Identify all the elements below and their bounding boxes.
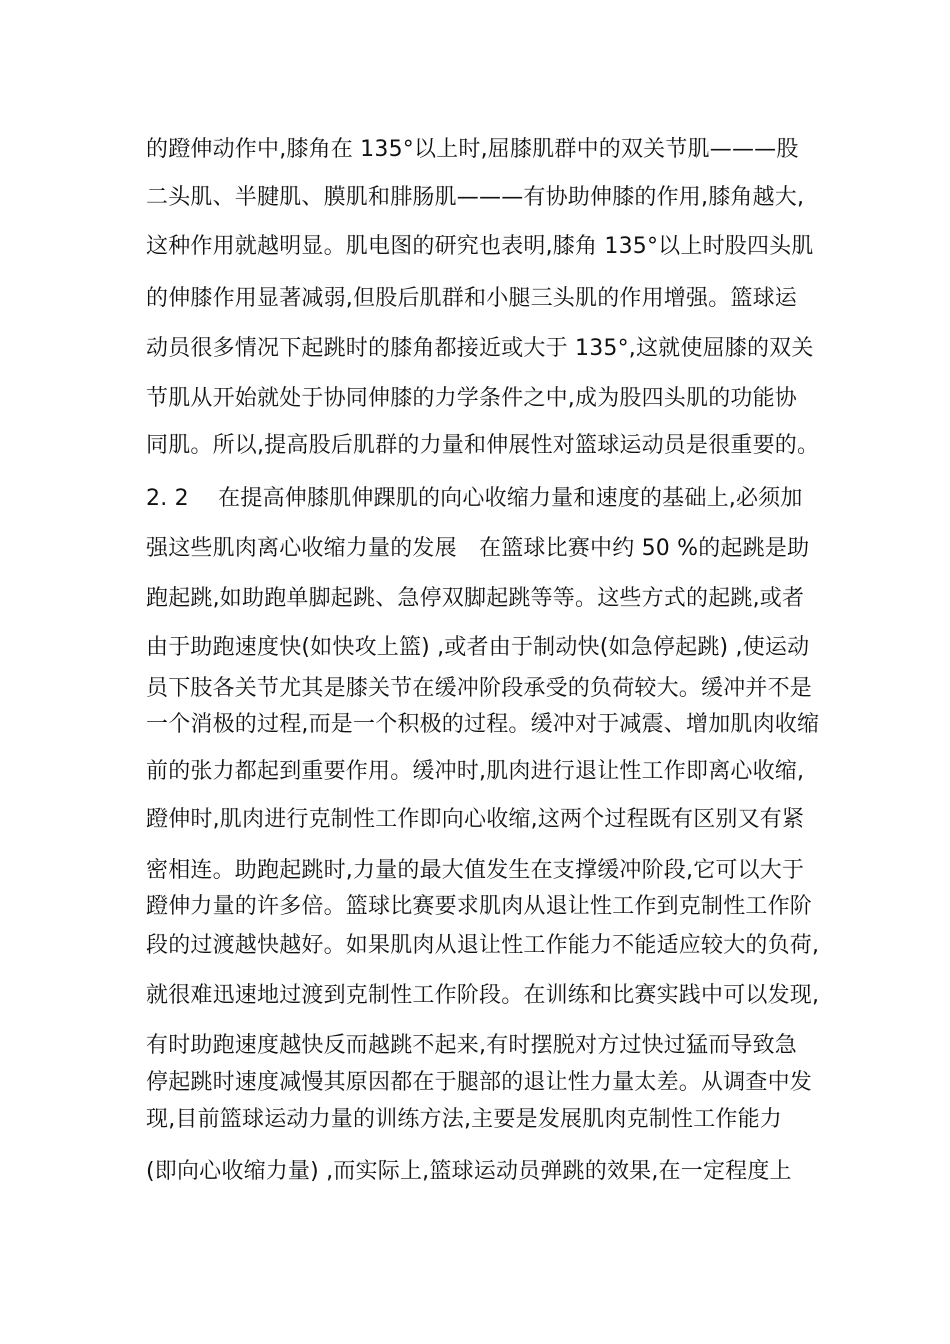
text-line: 节肌从开始就处于协同伸膝的力学条件之中,成为股四头肌的功能协 — [146, 386, 797, 411]
text-line: 有时助跑速度越快反而越跳不起来,有时摆脱对方过快过猛而导致急 — [146, 1033, 797, 1058]
text-line: 同肌。所以,提高股后肌群的力量和伸展性对篮球运动员是很重要的。 — [146, 433, 820, 458]
text-line: 的伸膝作用显著减弱,但股后肌群和小腿三头肌的作用增强。篮球运 — [146, 286, 797, 311]
text-line: 员下肢各关节尤其是膝关节在缓冲阶段承受的负荷较大。缓冲并不是 — [146, 676, 813, 701]
text-line: 现,目前篮球运动力量的训练方法,主要是发展肌肉克制性工作能力 — [146, 1107, 782, 1132]
section-heading-line: 2. 2 在提高伸膝肌伸踝肌的向心收缩力量和速度的基础上,必须加 — [146, 486, 803, 511]
text-line: 的蹬伸动作中,膝角在 135°以上时,屈膝肌群中的双关节肌———股 — [146, 137, 799, 162]
text-line: 由于助跑速度快(如快攻上篮) ,或者由于制动快(如急停起跳) ,使运动 — [146, 635, 810, 660]
text-line: 就很难迅速地过渡到克制性工作阶段。在训练和比赛实践中可以发现, — [146, 983, 820, 1008]
text-line: (即向心收缩力量) ,而实际上,篮球运动员弹跳的效果,在一定程度上 — [146, 1159, 792, 1184]
text-line: 前的张力都起到重要作用。缓冲时,肌肉进行退让性工作即离心收缩, — [146, 759, 805, 784]
text-line: 蹬伸力量的许多倍。篮球比赛要求肌肉从退让性工作到克制性工作阶 — [146, 894, 813, 919]
text-line: 密相连。助跑起跳时,力量的最大值发生在支撑缓冲阶段,它可以大于 — [146, 858, 805, 883]
text-line: 一个消极的过程,而是一个积极的过程。缓冲对于减震、增加肌肉收缩 — [146, 712, 820, 737]
text-line: 强这些肌肉离心收缩力量的发展 在篮球比赛中约 50 %的起跳是助 — [146, 536, 810, 561]
text-line: 停起跳时速度减慢其原因都在于腿部的退让性力量太差。从调查中发 — [146, 1070, 813, 1095]
text-line: 二头肌、半腱肌、膜肌和腓肠肌———有协助伸膝的作用,膝角越大, — [146, 185, 805, 210]
text-line: 蹬伸时,肌肉进行克制性工作即向心收缩,这两个过程既有区别又有紧 — [146, 807, 805, 832]
text-line: 跑起跳,如助跑单脚起跳、急停双脚起跳等等。这些方式的起跳,或者 — [146, 586, 805, 611]
text-line: 段的过渡越快越好。如果肌肉从退让性工作能力不能适应较大的负荷, — [146, 933, 820, 958]
text-line: 这种作用就越明显。肌电图的研究也表明,膝角 135°以上时股四头肌 — [146, 234, 814, 259]
text-line: 动员很多情况下起跳时的膝角都接近或大于 135°,这就使屈膝的双关 — [146, 336, 814, 361]
